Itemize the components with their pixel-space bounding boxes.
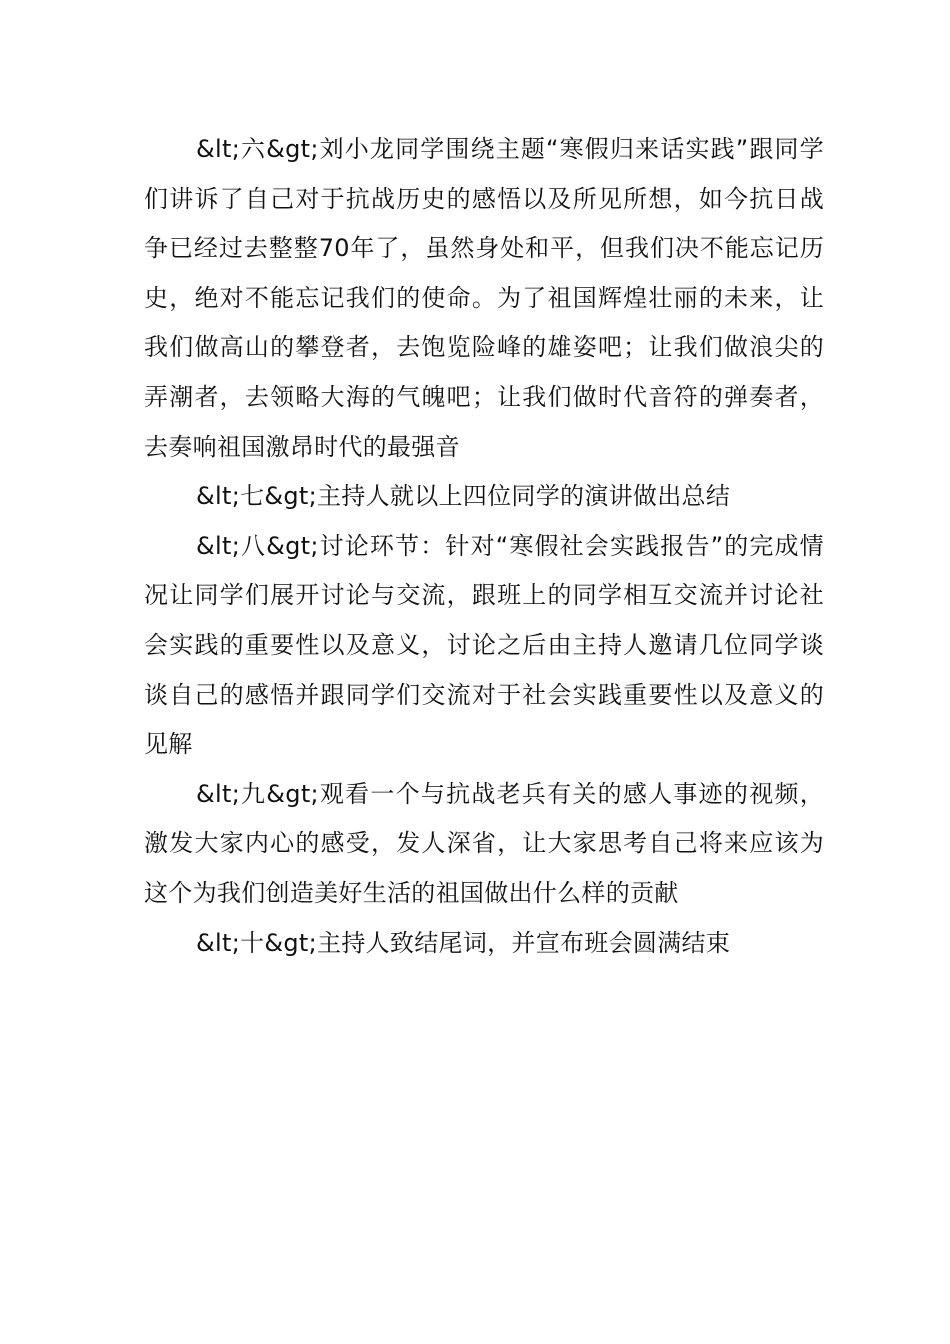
paragraph-seven: &lt;七&gt;主持人就以上四位同学的演讲做出总结 — [196, 482, 731, 511]
paragraph-six: &lt;六&gt;刘小龙同学围绕主题“寒假归来话实践”跟同学们讲诉了自己对于抗战历史的感悟以及所见所想，如今抗日战争已经过去整整70年了，虽然身处和平，但我们决不能忘记历史，绝对不能忘记我们的使命。为了祖国辉煌壮丽的未来，让我们做高山的攀登者，去饱览险峰的雄姿吧；让我们做浪尖的弄潮者，去领略大海的气魄吧；让我们做时代音符的弹奏者，去奏响祖国激昂时代的最强音 — [144, 135, 824, 461]
document-body — [144, 125, 824, 968]
paragraph-eight: &lt;八&gt;讨论环节：针对“寒假社会实践报告”的完成情况让同学们展开讨论与交流，跟班上的同学相互交流并讨论社会实践的重要性以及意义，讨论之后由主持人邀请几位同学谈谈自己的感悟并跟同学们交流对于社会实践重要性以及意义的见解 — [144, 531, 824, 759]
paragraph-ten: &lt;十&gt;主持人致结尾词，并宣布班会圆满结束 — [196, 928, 731, 957]
paragraph-nine: &lt;九&gt;观看一个与抗战老兵有关的感人事迹的视频，激发大家内心的感受，发人深省，让大家思考自己将来应该为这个为我们创造美好生活的祖国做出什么样的贡献 — [144, 779, 824, 907]
